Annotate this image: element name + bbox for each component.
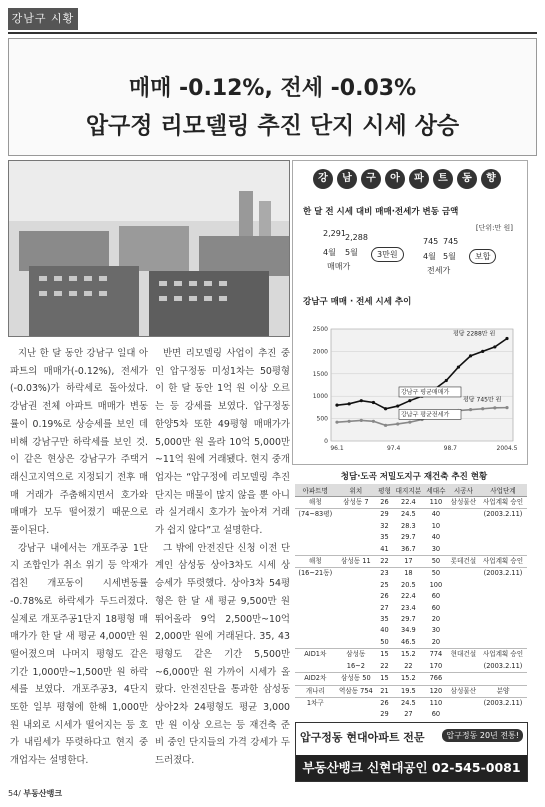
table-cell: 35 xyxy=(380,533,389,542)
data-point xyxy=(360,419,363,422)
table-cell xyxy=(448,591,479,602)
subheadline: 압구정 리모델링 추진 단지 시세 상승 xyxy=(85,113,460,139)
table-cell xyxy=(448,625,479,636)
table-cell: 10 xyxy=(431,521,441,530)
table-cell: (2003.2.11) xyxy=(479,697,527,709)
table-cell xyxy=(295,614,336,625)
table-header: 평형 xyxy=(376,484,393,497)
x-tick-label: 2004.5 xyxy=(496,445,518,452)
table-cell: 삼성동 xyxy=(336,649,377,661)
x-tick-label: 97.4 xyxy=(386,445,401,452)
article-column-2 xyxy=(155,345,290,770)
data-point xyxy=(348,402,351,405)
table-cell xyxy=(295,544,336,556)
sale-april-label: 4월 xyxy=(323,248,336,257)
table-cell: 29.7 xyxy=(401,615,416,624)
table-row xyxy=(295,685,527,697)
paragraph: 반면 리모델링 사업이 추진 중인 압구정동 미성1차는 50평형이 한 달 동안 1억 원 이상 오르는 등 강세를 보였다. 압구정동 한양5차 또한 49평형 매매가가 5,000만 원 올라 10억 5,000만~11억 원에 거래됐다. 현지 중개업자는 “압구정에 리모델링 추진 단지는 매물이 많지 않을 뿐 아니라 실거래시 호가가 높아져 거래가 쉽지 않다”고 설명한다. xyxy=(155,348,290,537)
table-cell xyxy=(336,614,377,625)
table-cell: (2003.2.11) xyxy=(479,568,527,580)
plot-area xyxy=(331,329,513,441)
table-cell: 774 xyxy=(424,649,448,661)
banner-char: 파 xyxy=(409,169,429,189)
table-cell: 15 xyxy=(376,673,393,685)
banner-char: 구 xyxy=(361,169,381,189)
table-cell xyxy=(295,661,336,673)
table-cell: 해청 xyxy=(295,556,336,568)
table-row xyxy=(295,591,527,602)
table-cell: 60 xyxy=(431,603,441,612)
table-cell xyxy=(336,544,377,556)
table-cell: 삼성물산 xyxy=(448,685,479,697)
market-sidebar xyxy=(292,160,528,465)
data-point xyxy=(408,399,411,402)
table-cell xyxy=(336,697,377,709)
table-cell: 29.7 xyxy=(401,533,416,542)
data-point xyxy=(445,379,448,382)
trend-chart xyxy=(301,321,521,461)
table-cell: 22 xyxy=(376,556,393,568)
data-point xyxy=(481,350,484,353)
ad-badge: 압구정동 20년 전통! xyxy=(442,729,523,742)
table-row xyxy=(295,603,527,614)
table-cell xyxy=(479,709,527,720)
table-cell: 24.5 xyxy=(393,697,424,709)
table-cell: 삼성동 11 xyxy=(336,556,377,568)
data-point xyxy=(360,399,363,402)
table-row xyxy=(295,544,527,556)
table-cell: 삼성물산 xyxy=(448,497,479,509)
table-cell: AID1차 xyxy=(295,649,336,661)
data-point xyxy=(505,406,508,409)
table-title: 청담·도곡 저밀도지구 재건축 추진 현황 xyxy=(340,472,488,482)
table-cell xyxy=(448,603,479,614)
page-number: 54/ xyxy=(8,789,21,798)
table-cell: 34.9 xyxy=(401,626,416,635)
magazine-name: 부동산뱅크 xyxy=(23,789,63,798)
jeonse-may-value: 745 xyxy=(443,237,459,246)
data-point xyxy=(505,337,508,340)
table-cell: 32 xyxy=(380,521,389,530)
legend-label: 강남구 평균전세가 xyxy=(401,411,450,419)
data-point xyxy=(384,424,387,427)
table-cell xyxy=(295,603,336,614)
table-cell: 사업계획 승인 xyxy=(479,556,527,568)
table-cell: (74~83평) xyxy=(295,509,336,521)
paragraph: 그 밖에 안전진단 신청 이전 단계인 삼성동 상아3차도 시세 상승세가 뚜렷했다. 상아3차 54평형은 한 달 새 평균 9,500만 원 뛰어올라 9억 2,500만~10억 2,000만 원에 거래된다. 35, 43평형도 같은 기간 5,500만~6,000만 원 가까이 시세가 올랐다. 안전진단을 통과한 삼성동 상아2차 24평형도 평균 3,000만 원 이상 오르는 등 재건축 준비 중인 단지들의 가격 강세가 두드러졌다. xyxy=(155,542,290,767)
table-row xyxy=(295,497,527,509)
table-cell xyxy=(479,625,527,636)
y-tick-label: 2000 xyxy=(312,348,328,356)
table-cell xyxy=(336,532,377,543)
table-cell xyxy=(448,532,479,543)
sale-may-label: 5월 xyxy=(345,248,358,257)
table-cell: 766 xyxy=(424,673,448,685)
jeonse-april-value: 745 xyxy=(423,237,439,246)
table-cell xyxy=(448,544,479,556)
table-header: 사업단계 xyxy=(479,484,527,497)
table-row xyxy=(295,673,527,685)
table-cell: 16~2 xyxy=(346,661,365,670)
table-cell xyxy=(448,637,479,649)
table-cell: 110 xyxy=(424,497,448,509)
annotation: 평당 2288만 원 xyxy=(453,330,496,338)
table-cell xyxy=(479,673,527,685)
table-cell xyxy=(479,532,527,543)
sale-change-tag: 3만원 xyxy=(371,247,404,262)
data-point xyxy=(469,408,472,411)
advertisement xyxy=(295,722,528,782)
data-point xyxy=(372,420,375,423)
y-tick-label: 500 xyxy=(316,415,328,423)
jeonse-name: 전세가 xyxy=(427,266,451,275)
banner-char: 남 xyxy=(337,169,357,189)
table-header: 세대수 xyxy=(424,484,448,497)
table-cell: 15.2 xyxy=(393,649,424,661)
table-cell: 20 xyxy=(431,615,441,624)
table-cell: 60 xyxy=(431,710,441,719)
table-cell: 현대건설 xyxy=(448,649,479,661)
data-point xyxy=(384,407,387,410)
table-cell: 역삼동 754 xyxy=(336,685,377,697)
y-tick-label: 1000 xyxy=(312,393,328,401)
y-tick-label: 1500 xyxy=(312,370,328,378)
table-cell: 롯데건설 xyxy=(448,556,479,568)
ad-title: 압구정동 현대아파트 전문 xyxy=(300,731,425,744)
table-cell: 35 xyxy=(380,615,389,624)
banner-char: 트 xyxy=(433,169,453,189)
table-cell xyxy=(448,580,479,591)
table-row xyxy=(295,709,527,720)
table-cell: 19.5 xyxy=(393,685,424,697)
table-cell: 30 xyxy=(431,544,441,553)
data-point xyxy=(335,404,338,407)
table-cell: 120 xyxy=(424,685,448,697)
table-cell xyxy=(295,709,336,720)
banner-char: 동 xyxy=(457,169,477,189)
jeonse-may-label: 5월 xyxy=(443,252,456,261)
table-cell xyxy=(479,614,527,625)
table-cell: 26 xyxy=(376,497,393,509)
table-cell: 26 xyxy=(376,697,393,709)
table-cell xyxy=(479,521,527,532)
table-cell: 28.3 xyxy=(401,521,416,530)
paragraph: 지난 한 달 동안 강남구 일대 아파트의 매매가(-0.12%), 전세가(-0.03%)가 하락세로 돌아섰다. 강남권 전체 아파트 매매가 변동률이 0.19%로 상승세를 보인 데 비해 강남구만 하락세를 보인 것. 이 같은 현상은 강남구가 주택거래신고지역으로 지정되기 전후 매매 거래가 주춤해지면서 호가와 매매가 모두 떨어졌기 때문으로 풀이된다. xyxy=(10,348,148,537)
table-row xyxy=(295,532,527,543)
table-row xyxy=(295,697,527,709)
table-cell xyxy=(295,591,336,602)
table-cell xyxy=(336,509,377,521)
banner-char: 강 xyxy=(313,169,333,189)
table-cell: 25 xyxy=(380,580,389,589)
table-cell: 사업계획 승인 xyxy=(479,497,527,509)
table-cell xyxy=(336,591,377,602)
table-row xyxy=(295,521,527,532)
change-title: 한 달 전 시세 대비 매매·전세가 변동 금액 xyxy=(303,207,459,217)
legend-label: 강남구 평균매매가 xyxy=(401,388,450,396)
table-cell: 21 xyxy=(376,685,393,697)
table-cell xyxy=(479,637,527,649)
table-cell xyxy=(479,591,527,602)
table-cell xyxy=(295,637,336,649)
table-cell xyxy=(336,580,377,591)
annotation: 평당 745만 원 xyxy=(463,396,502,404)
table-row xyxy=(295,649,527,661)
paragraph: 강남구 내에서는 개포주공 1단지 조합인가 취소 위기 등 악재가 겹친 개포동이 시세변동률 -0.78%로 하락세가 두드러졌다. 실제로 개포주공1단지 18평형 매매가가 한 달 새 평균 4,000만 원 떨어졌으며 나머지 평형도 같은 기간 1,000만~1,500만 원 하락세를 보였다. 개포주공3, 4단지 또한 일부 평형에 한해 1,000만 원 내외로 시세가 떨어지는 등 호가 내림세가 뚜렷하다고 현지 중개업자는 설명한다. xyxy=(10,542,148,767)
table-cell: 해청 xyxy=(295,497,336,509)
data-point xyxy=(372,401,375,404)
table-cell xyxy=(448,661,479,673)
data-point xyxy=(457,365,460,368)
table-row xyxy=(295,625,527,636)
y-tick-label: 0 xyxy=(324,438,328,445)
table-row xyxy=(295,580,527,591)
table-cell xyxy=(336,603,377,614)
y-tick-label: 2500 xyxy=(312,326,328,333)
table-cell xyxy=(448,709,479,720)
sidebar-banner xyxy=(313,169,501,189)
table-row xyxy=(295,614,527,625)
data-point xyxy=(396,404,399,407)
table-row xyxy=(295,556,527,568)
data-point xyxy=(408,421,411,424)
table-cell: 개나리 xyxy=(295,685,336,697)
data-point xyxy=(493,345,496,348)
sale-may-value: 2,288 xyxy=(345,233,368,242)
table-cell: 삼성동 7 xyxy=(336,497,377,509)
table-cell xyxy=(479,544,527,556)
page-footer xyxy=(8,788,62,799)
table-cell xyxy=(448,673,479,685)
table-cell xyxy=(295,521,336,532)
table-cell: 26 xyxy=(380,592,389,601)
x-tick-label: 96.1 xyxy=(330,445,344,452)
table-cell: 36.7 xyxy=(401,544,416,553)
table-cell: 110 xyxy=(424,697,448,709)
apartment-photo xyxy=(8,160,290,337)
table-cell: 분양 xyxy=(479,685,527,697)
article-column-1 xyxy=(10,345,148,770)
table-cell xyxy=(448,568,479,580)
table-cell xyxy=(336,637,377,649)
table-cell: 170 xyxy=(429,661,443,670)
table-cell: 50 xyxy=(380,637,389,646)
data-point xyxy=(493,406,496,409)
data-point xyxy=(396,422,399,425)
table-cell: 29 xyxy=(380,710,389,719)
table-cell: 50 xyxy=(424,568,448,580)
banner-char: 향 xyxy=(481,169,501,189)
table-cell xyxy=(448,614,479,625)
headline-box xyxy=(8,38,537,156)
data-point xyxy=(469,354,472,357)
table-cell xyxy=(295,580,336,591)
table-cell: 삼성동 50 xyxy=(336,673,377,685)
table-cell: (16~21동) xyxy=(295,568,336,580)
table-cell: 15 xyxy=(376,649,393,661)
table-cell: 22.4 xyxy=(393,497,424,509)
unit-label: [단위:만 원] xyxy=(475,224,513,232)
sale-name: 매매가 xyxy=(327,262,351,271)
table-cell: 15.2 xyxy=(393,673,424,685)
table-cell xyxy=(336,625,377,636)
top-rule xyxy=(8,32,537,34)
table-cell: 100 xyxy=(429,580,443,589)
jeonse-change-tag: 보합 xyxy=(469,249,496,264)
table-cell: 40 xyxy=(431,533,441,542)
table-row xyxy=(295,661,527,673)
data-point xyxy=(481,407,484,410)
table-cell: 1차구 xyxy=(295,697,336,709)
table-cell xyxy=(479,580,527,591)
table-cell: 23.4 xyxy=(401,603,416,612)
table-cell xyxy=(295,532,336,543)
table-cell: 30 xyxy=(431,626,441,635)
table-header: 대지지분 xyxy=(393,484,424,497)
table-cell: 29 xyxy=(376,509,393,521)
table-row xyxy=(295,509,527,521)
table-cell xyxy=(448,521,479,532)
table-row xyxy=(295,568,527,580)
section-label: 강남구 시황 xyxy=(8,8,78,30)
table-cell: (2003.2.11) xyxy=(479,509,527,521)
table-cell: 18 xyxy=(393,568,424,580)
table-cell: 22 xyxy=(380,661,389,670)
jeonse-april-label: 4월 xyxy=(423,252,436,261)
table-cell: 27 xyxy=(380,603,389,612)
table-cell: 20.5 xyxy=(401,580,416,589)
data-point xyxy=(348,420,351,423)
table-cell: AID2차 xyxy=(295,673,336,685)
table-cell: 40 xyxy=(380,626,389,635)
table-cell xyxy=(479,603,527,614)
table-cell: 41 xyxy=(380,544,389,553)
table-header: 아파트명 xyxy=(295,484,336,497)
table-cell: (2003.2.11) xyxy=(483,661,523,670)
table-cell: 40 xyxy=(424,509,448,521)
table-cell: 20 xyxy=(431,637,441,646)
data-point xyxy=(335,421,338,424)
x-tick-label: 98.7 xyxy=(443,445,458,452)
banner-char: 아 xyxy=(385,169,405,189)
table-cell: 27 xyxy=(404,710,413,719)
table-row xyxy=(295,637,527,649)
table-cell: 60 xyxy=(431,592,441,601)
table-cell: 24.5 xyxy=(393,509,424,521)
table-cell: 22 xyxy=(404,661,413,670)
table-cell xyxy=(336,568,377,580)
table-cell: 50 xyxy=(424,556,448,568)
table-cell: 23 xyxy=(376,568,393,580)
headline: 매매 -0.12%, 전세 -0.03% xyxy=(128,76,417,101)
table-cell: 22.4 xyxy=(401,592,416,601)
table-cell xyxy=(336,521,377,532)
table-cell xyxy=(448,509,479,521)
table-header: 위치 xyxy=(336,484,377,497)
table-cell xyxy=(448,697,479,709)
table-cell: 17 xyxy=(393,556,424,568)
table-cell: 사업계획 승인 xyxy=(479,649,527,661)
ad-contact: 부동산뱅크 신현대공인 02-545-0081 xyxy=(296,755,527,781)
trend-title: 강남구 매매 · 전세 시세 추이 xyxy=(303,297,412,307)
table-cell xyxy=(336,709,377,720)
table-cell xyxy=(295,625,336,636)
reconstruction-table xyxy=(295,484,527,721)
table-header: 시공사 xyxy=(448,484,479,497)
sale-april-value: 2,291 xyxy=(323,229,346,238)
table-cell: 46.5 xyxy=(401,637,416,646)
